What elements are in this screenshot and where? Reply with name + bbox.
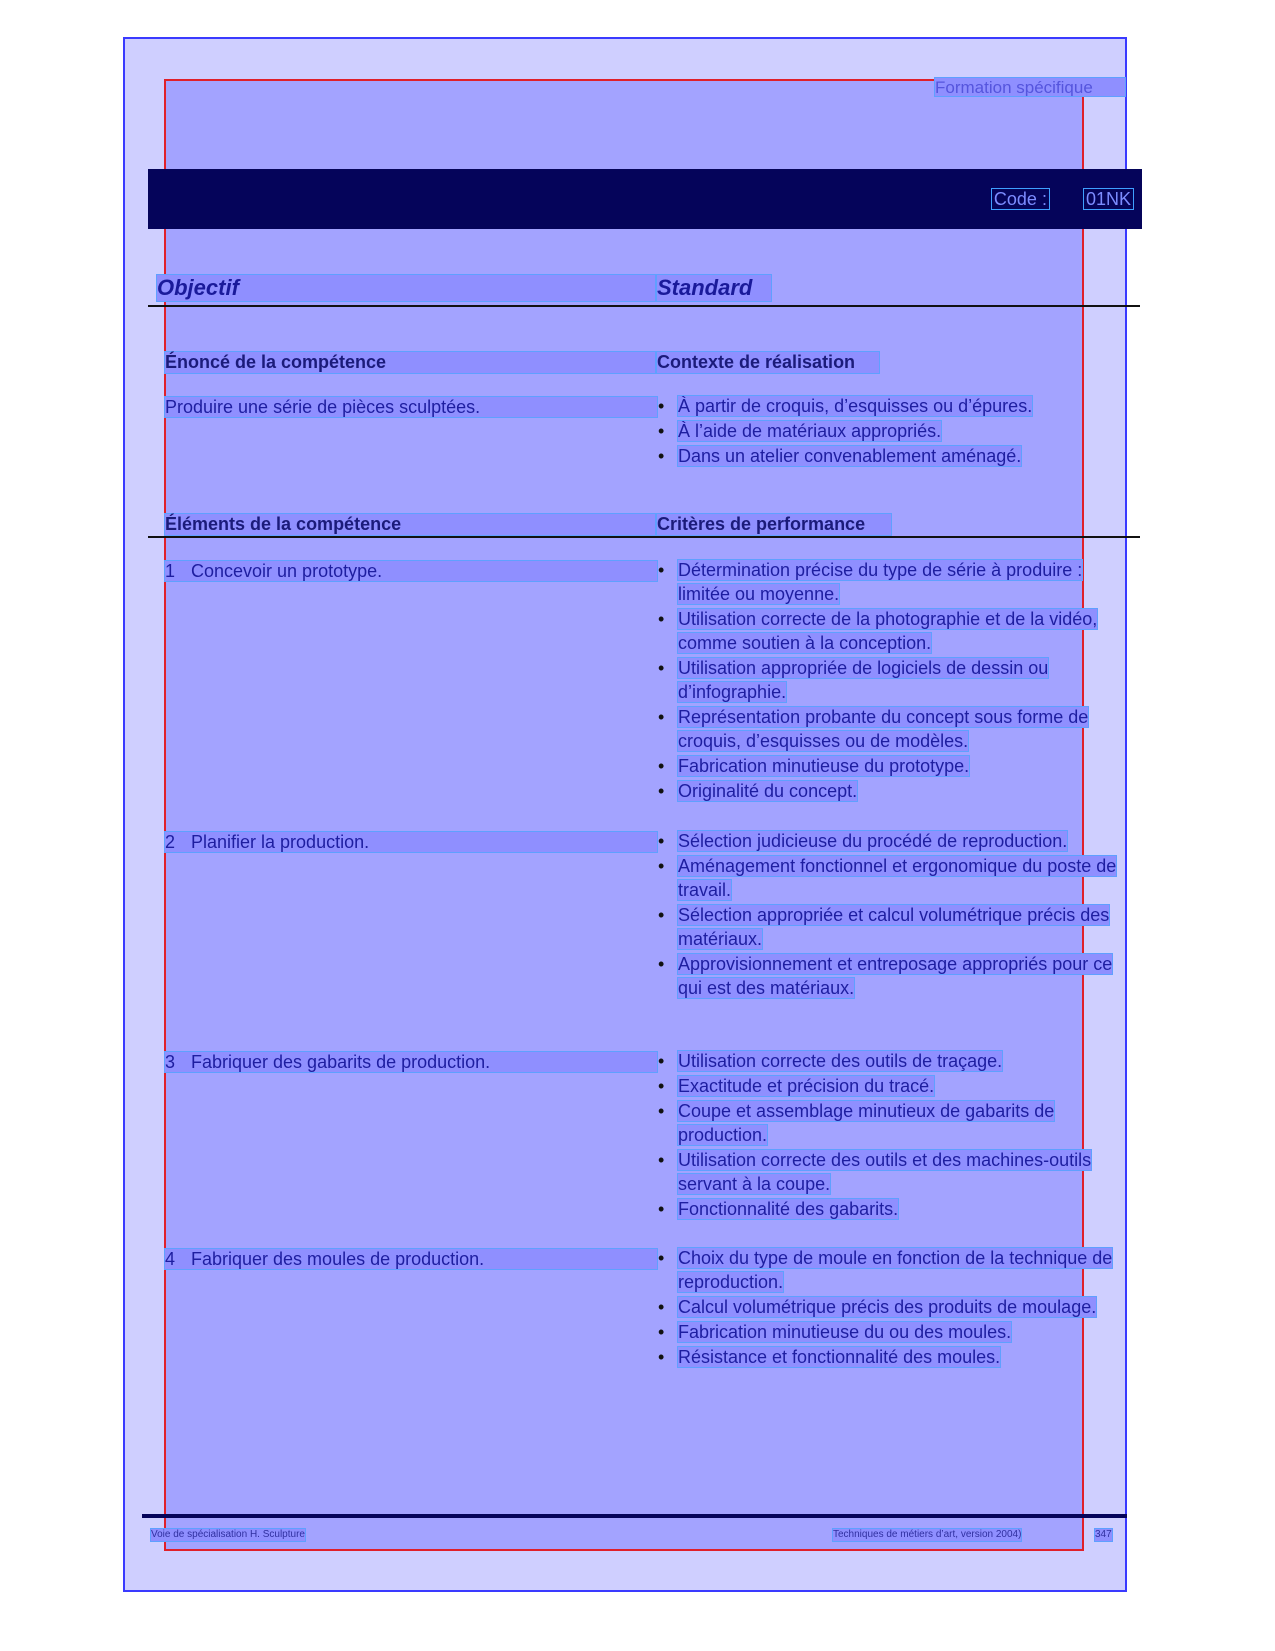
criterion-item (656, 1049, 1126, 1073)
element-number: 2 (165, 832, 176, 852)
criterion-item (656, 419, 1126, 443)
criterion-text: Utilisation correcte des outils de traçage. (678, 1051, 1003, 1071)
criterion-text: Utilisation appropriée de logiciels de dessin ou d’infographie. (678, 658, 1049, 702)
competence-statement: Produire une série de pièces sculptées. (164, 396, 658, 418)
competence-element (164, 1051, 658, 1073)
code-label-group (991, 189, 1134, 210)
criterion-text: Fonctionnalité des gabarits. (678, 1199, 899, 1219)
code-label: Code : (991, 188, 1050, 210)
criterion-text: Sélection judicieuse du procédé de reproduction. (678, 831, 1068, 851)
code-band (148, 169, 1142, 229)
criterion-text: Exactitude et précision du tracé. (678, 1076, 935, 1096)
criterion-text: Fabrication minutieuse du prototype. (678, 756, 970, 776)
criterion-text: Utilisation correcte des outils et des machines-outils servant à la coupe. (678, 1150, 1092, 1194)
criterion-item (656, 754, 1126, 778)
criterion-item (656, 829, 1126, 853)
footer-rule (142, 1514, 1127, 1518)
criterion-text: Représentation probante du concept sous forme de croquis, d’esquisses ou de modèles. (678, 707, 1089, 751)
element-number: 3 (165, 1052, 176, 1072)
criterion-text: Approvisionnement et entreposage appropriés pour ce qui est des matériaux. (678, 954, 1113, 998)
criterion-item (656, 558, 1126, 606)
criterion-item (656, 1074, 1126, 1098)
criteria-list (656, 1049, 1126, 1222)
context-list (656, 394, 1126, 469)
competence-element (164, 560, 658, 582)
criterion-item (656, 607, 1126, 655)
criterion-text: À partir de croquis, d’esquisses ou d’épures. (678, 396, 1033, 416)
criterion-item (656, 444, 1126, 468)
criterion-text: Fabrication minutieuse du ou des moules. (678, 1322, 1012, 1342)
criterion-item (656, 1197, 1126, 1221)
statement-heading: Énoncé de la compétence (164, 351, 656, 374)
page-number: 347 (1095, 1529, 1112, 1540)
criteria-list (656, 829, 1126, 1001)
element-text: Fabriquer des moules de production. (191, 1249, 485, 1269)
elements-heading: Éléments de la compétence (164, 513, 656, 536)
criterion-text: Aménagement fonctionnel et ergonomique du poste de travail. (678, 856, 1117, 900)
element-text: Concevoir un prototype. (191, 561, 383, 581)
criterion-item (656, 1320, 1126, 1344)
criteria-list (656, 1246, 1126, 1370)
criterion-text: Dans un atelier convenablement aménagé. (678, 446, 1022, 466)
competence-element (164, 1248, 658, 1270)
criterion-text: Sélection appropriée et calcul volumétrique précis des matériaux. (678, 905, 1110, 949)
criterion-item (656, 952, 1126, 1000)
element-number: 4 (165, 1249, 176, 1269)
criteria-heading: Critères de performance (656, 513, 892, 536)
heading-rule (148, 305, 1140, 307)
criterion-text: Résistance et fonctionnalité des moules. (678, 1347, 1001, 1367)
element-text: Fabriquer des gabarits de production. (191, 1052, 491, 1072)
footer-center: Techniques de métiers d’art, version 2004) (833, 1529, 1022, 1540)
criteria-list (656, 558, 1126, 804)
criterion-item (656, 1246, 1126, 1294)
standard-heading: Standard (656, 274, 772, 302)
criterion-item (656, 1345, 1126, 1369)
criterion-text: Originalité du concept. (678, 781, 858, 801)
criterion-item (656, 656, 1126, 704)
criterion-item (656, 903, 1126, 951)
context-heading: Contexte de réalisation (656, 351, 880, 374)
objective-heading: Objectif (156, 274, 656, 302)
criterion-text: Utilisation correcte de la photographie et de la vidéo, comme soutien à la conception. (678, 609, 1098, 653)
footer-left: Voie de spécialisation H. Sculpture (151, 1529, 305, 1540)
criterion-item (656, 1099, 1126, 1147)
competence-element (164, 831, 658, 853)
code-value: 01NK (1083, 188, 1134, 210)
criterion-item (656, 394, 1126, 418)
criterion-item (656, 779, 1126, 803)
criterion-text: Calcul volumétrique précis des produits de moulage. (678, 1297, 1097, 1317)
criterion-text: À l’aide de matériaux appropriés. (678, 421, 942, 441)
section-tag: Formation spécifique (934, 77, 1126, 97)
element-number: 1 (165, 561, 176, 581)
element-text: Planifier la production. (191, 832, 370, 852)
criterion-text: Détermination précise du type de série à produire : limitée ou moyenne. (678, 560, 1083, 604)
criterion-text: Choix du type de moule en fonction de la technique de reproduction. (678, 1248, 1113, 1292)
criterion-item (656, 1295, 1126, 1319)
criterion-item (656, 854, 1126, 902)
elements-rule (148, 536, 1140, 538)
criterion-item (656, 705, 1126, 753)
criterion-text: Coupe et assemblage minutieux de gabarits de production. (678, 1101, 1055, 1145)
criterion-item (656, 1148, 1126, 1196)
